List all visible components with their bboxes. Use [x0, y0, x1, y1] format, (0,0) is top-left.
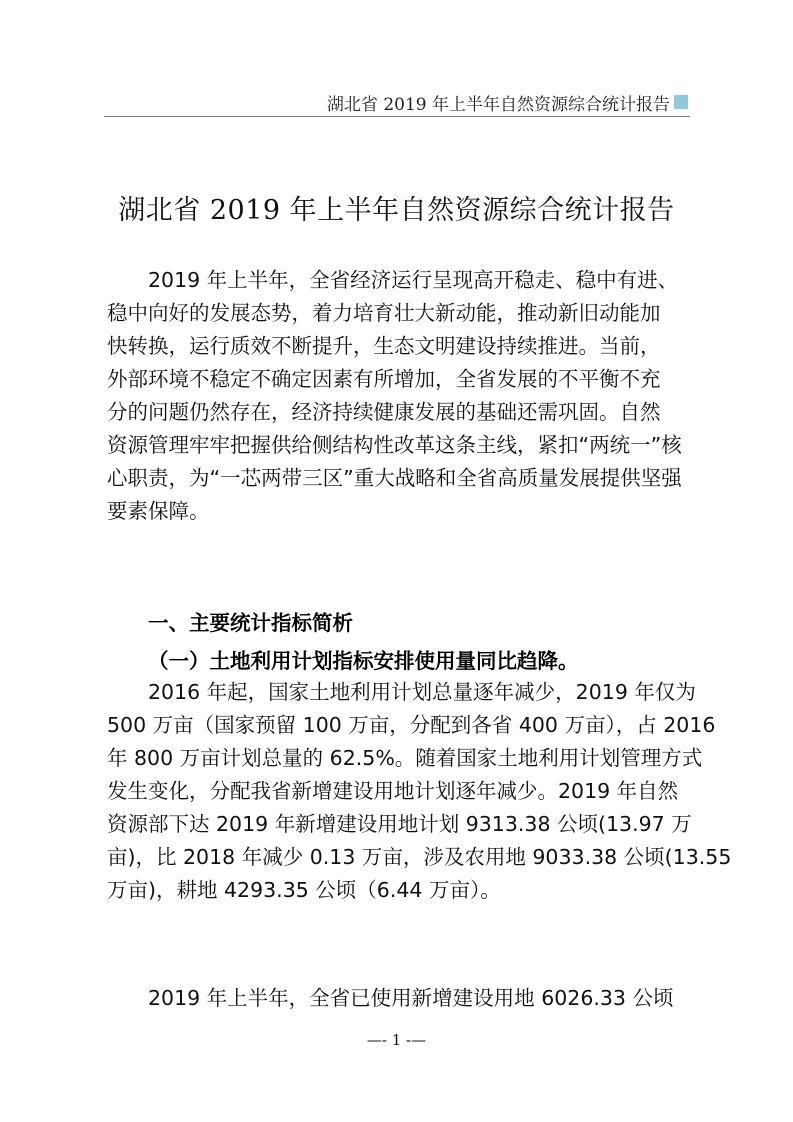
- paragraph-line: 亩)，比 2018 年减少 0.13 万亩，涉及农用地 9033.38 公顷(13.55: [107, 845, 732, 869]
- paragraph-line: 要素保障。: [107, 499, 210, 523]
- paragraph-line: 资源部下达 2019 年新增建设用地计划 9313.38 公顷(13.97 万: [107, 812, 692, 836]
- intro-paragraph: [107, 264, 703, 528]
- body-paragraph: [107, 676, 732, 907]
- paragraph-line: 万亩)，耕地 4293.35 公顷（6.44 万亩）。: [107, 878, 501, 902]
- paragraph-line: 500 万亩（国家预留 100 万亩，分配到各省 400 万亩），占 2016: [107, 713, 716, 737]
- paragraph-line: 2019 年上半年，全省已使用新增建设用地 6026.33 公顷: [148, 986, 674, 1010]
- subsection-heading: （一）土地利用计划指标安排使用量同比趋降。: [148, 649, 579, 673]
- section-heading: 一、主要统计指标简析: [148, 611, 353, 635]
- paragraph-line: 稳中向好的发展态势，着力培育壮大新动能，推动新旧动能加: [107, 301, 661, 325]
- page-header: [104, 88, 690, 117]
- paragraph-line: 发生变化，分配我省新增建设用地计划逐年减少。2019 年自然: [107, 779, 679, 803]
- page-number: —- 1 -—: [366, 1031, 427, 1049]
- paragraph-line: 年 800 万亩计划总量的 62.5%。随着国家土地利用计划管理方式: [107, 746, 703, 770]
- paragraph-line: 2019 年上半年，全省经济运行呈现高开稳走、稳中有进、: [148, 268, 679, 292]
- paragraph-line: 分的问题仍然存在，经济持续健康发展的基础还需巩固。自然: [107, 400, 661, 424]
- paragraph-line: 资源管理牢牢把握供给侧结构性改革这条主线，紧扣“两统一”核: [107, 433, 682, 457]
- running-title: 湖北省 2019 年上半年自然资源综合统计报告: [326, 95, 670, 115]
- paragraph-line: 心职责，为“一芯两带三区”重大战略和全省高质量发展提供坚强: [107, 466, 682, 490]
- last-paragraph: [107, 982, 703, 1015]
- paragraph-line: 外部环境不稳定不确定因素有所增加，全省发展的不平衡不充: [107, 367, 661, 391]
- paragraph-line: 快转换，运行质效不断提升，生态文明建设持续推进。当前，: [107, 334, 661, 358]
- document-title: 湖北省 2019 年上半年自然资源综合统计报告: [118, 195, 675, 226]
- paragraph-line: 2016 年起，国家土地利用计划总量逐年减少，2019 年仅为: [148, 680, 696, 704]
- header-square-icon: [674, 95, 688, 109]
